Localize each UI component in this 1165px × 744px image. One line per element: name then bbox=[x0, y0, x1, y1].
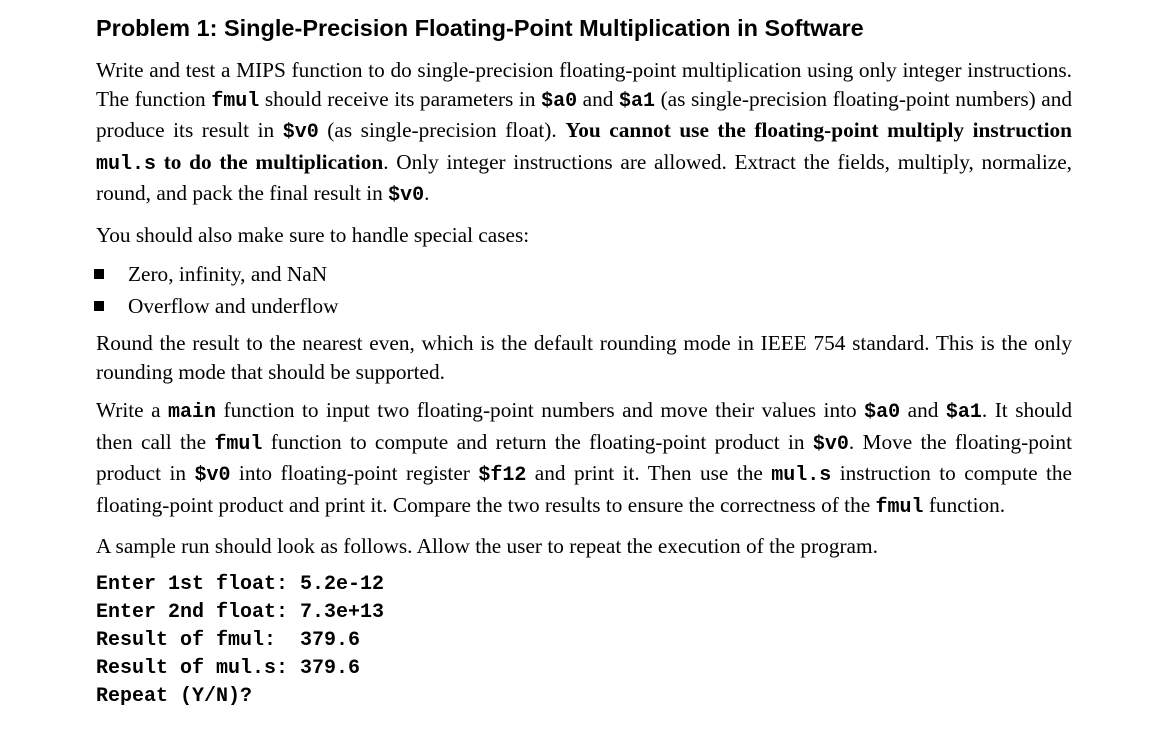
code-a1: $a1 bbox=[618, 89, 655, 113]
text-span: Write a bbox=[96, 398, 169, 422]
sample-line: Result of mul.s: 379.6 bbox=[96, 656, 361, 680]
code-v0: $v0 bbox=[194, 464, 231, 487]
code-mul-s: mul.s bbox=[771, 464, 832, 487]
text-span: . Move the floating-point product in bbox=[96, 429, 1072, 485]
bold-restriction-end: to do the multiplication bbox=[156, 149, 384, 174]
text-span: function. bbox=[923, 492, 1006, 517]
code-fmul: fmul bbox=[211, 89, 260, 113]
sample-line: Repeat (Y/N)? bbox=[96, 684, 253, 708]
special-cases-list bbox=[96, 259, 1072, 321]
text-span: . Only integer instructions are allowed. Extract the fields, multiply, normalize, round, and pack the final result in bbox=[96, 149, 1072, 205]
list-item bbox=[96, 259, 1072, 289]
list-item-text: Zero, infinity, and NaN bbox=[128, 262, 328, 286]
sample-line: Enter 1st float: 5.2e-12 bbox=[96, 572, 385, 596]
code-v0: $v0 bbox=[282, 121, 319, 144]
code-f12: $f12 bbox=[478, 464, 527, 487]
text-span: (as single-precision float). bbox=[318, 118, 566, 142]
bold-restriction: You cannot use the floating-point multiply instruction bbox=[565, 118, 1072, 142]
paragraph-task-description bbox=[96, 56, 1072, 211]
paragraph-special-cases: You should also make sure to handle special cases: bbox=[96, 222, 530, 247]
code-v0: $v0 bbox=[388, 184, 425, 207]
code-mul-s: mul.s bbox=[96, 152, 157, 176]
sample-line: Result of fmul: 379.6 bbox=[96, 628, 361, 652]
text-span: into floating-point register bbox=[230, 461, 479, 485]
sample-line: Enter 2nd float: 7.3e+13 bbox=[96, 600, 385, 624]
sample-run-output bbox=[96, 571, 1072, 711]
code-fmul: fmul bbox=[875, 495, 924, 519]
text-span: function to input two floating-point numbers and move their values into bbox=[216, 398, 865, 422]
text-span: function to compute and return the floating-point product in bbox=[262, 429, 813, 454]
problem-title: Problem 1: Single-Precision Floating-Point Multiplication in Software bbox=[96, 15, 864, 41]
paragraph-sample-intro: A sample run should look as follows. Allow the user to repeat the execution of the program. bbox=[96, 534, 878, 558]
paragraph-rounding: Round the result to the nearest even, which is the default rounding mode in IEEE 754 standard. This is the only rounding mode that should be supported. bbox=[96, 331, 1072, 384]
text-span: and print it. Then use the bbox=[526, 461, 772, 485]
text-span: . It should then call the bbox=[96, 398, 1072, 454]
text-span: and bbox=[900, 398, 946, 422]
text-span: (as single-precision floating-point numbers) and produce its result in bbox=[96, 86, 1073, 142]
code-a0: $a0 bbox=[864, 401, 901, 424]
text-span: Write and test a MIPS function to do single-precision floating-point multiplication using only integer instructions. The function bbox=[96, 58, 1072, 111]
square-bullet-icon bbox=[94, 269, 104, 279]
code-a1: $a1 bbox=[945, 401, 982, 424]
paragraph-main-function bbox=[96, 396, 1072, 522]
list-item bbox=[96, 291, 1072, 321]
document-page bbox=[96, 10, 1072, 711]
text-span: . bbox=[424, 181, 430, 205]
text-span: and bbox=[577, 86, 619, 111]
code-v0: $v0 bbox=[812, 432, 849, 456]
code-main: main bbox=[168, 401, 217, 424]
text-span: should receive its parameters in bbox=[259, 86, 542, 111]
text-span: instruction to compute the floating-point product and print it. Compare the two results to ensure the correctness of the bbox=[96, 461, 1073, 517]
code-a0: $a0 bbox=[541, 89, 578, 113]
list-item-text: Overflow and underflow bbox=[128, 294, 339, 318]
code-fmul: fmul bbox=[214, 432, 263, 456]
square-bullet-icon bbox=[94, 301, 104, 311]
